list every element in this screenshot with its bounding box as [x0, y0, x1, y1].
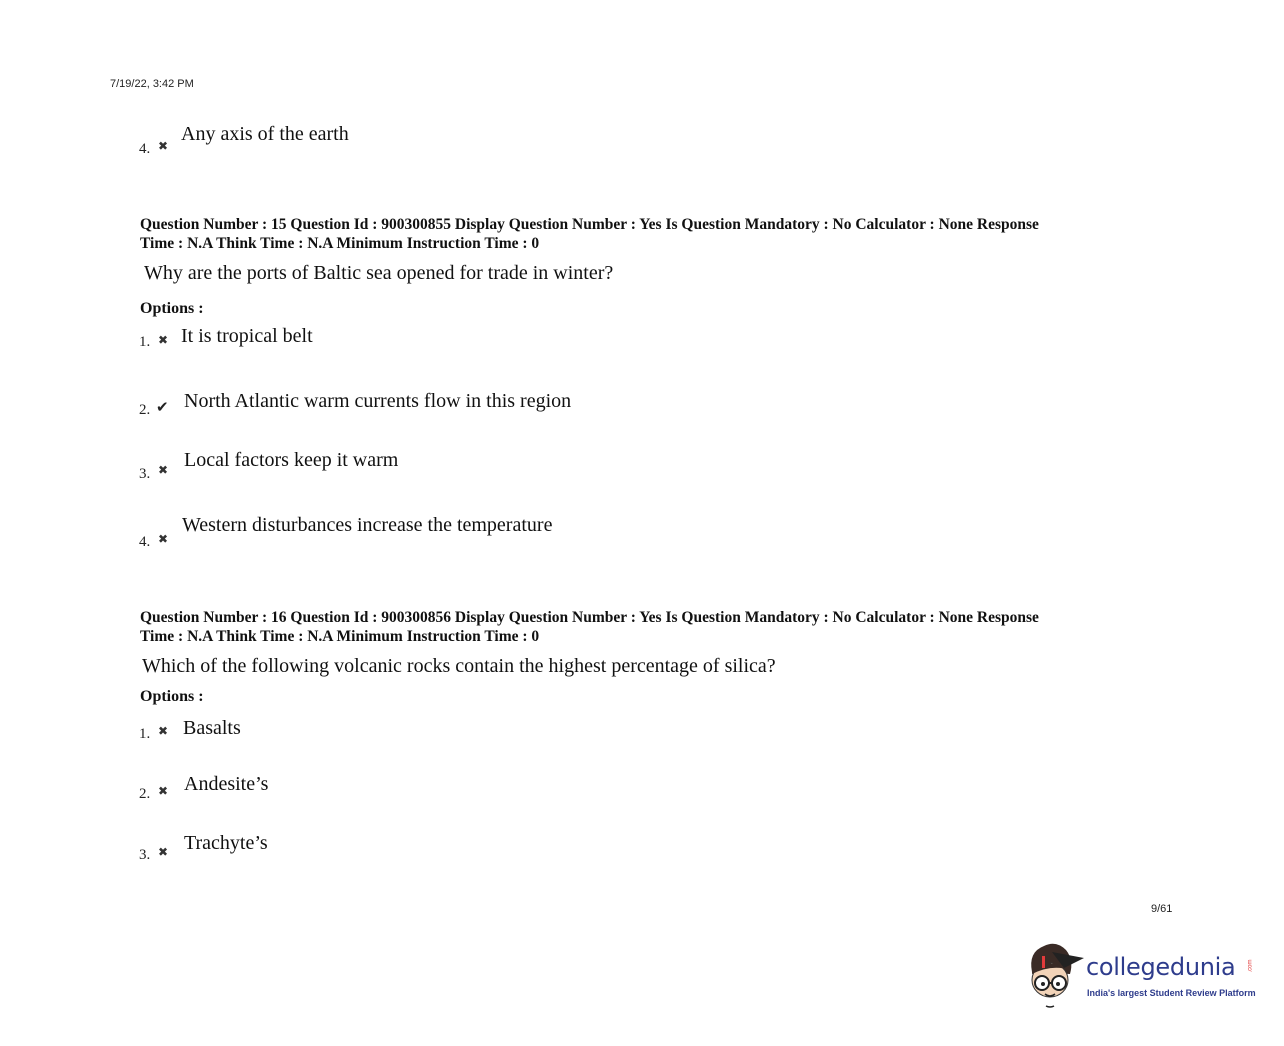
options-label: Options :	[140, 688, 204, 705]
logo-tagline: India's largest Student Review Platform	[1087, 988, 1256, 998]
option-number: 3.	[139, 466, 151, 482]
option-text: North Atlantic warm currents flow in this region	[184, 390, 572, 412]
question-meta-line-2: Time : N.A Think Time : N.A Minimum Instruction Time : 0	[140, 628, 540, 645]
wrong-mark-icon: ✖	[158, 463, 169, 477]
option-number: 4.	[139, 534, 151, 550]
option-number: 2.	[139, 786, 151, 802]
option-text: It is tropical belt	[181, 325, 313, 347]
option-text: Western disturbances increase the temperature	[182, 514, 553, 536]
question-15-metadata	[140, 215, 1160, 253]
wrong-mark-icon: ✖	[158, 139, 169, 153]
question-15-text: Why are the ports of Baltic sea opened for trade in winter?	[144, 262, 614, 284]
question-16-metadata	[140, 608, 1160, 646]
collegedunia-mascot-logo	[1022, 938, 1086, 1010]
page-number: 9/61	[1151, 903, 1173, 915]
correct-check-icon: ✔	[156, 398, 169, 416]
wrong-mark-icon: ✖	[158, 333, 169, 347]
question-16-text: Which of the following volcanic rocks contain the highest percentage of silica?	[142, 655, 776, 677]
option-number: 3.	[139, 847, 151, 863]
option-number: 4.	[139, 141, 151, 157]
logo-name: collegedunia	[1086, 953, 1236, 981]
print-timestamp: 7/19/22, 3:42 PM	[110, 78, 194, 90]
option-number: 1.	[139, 334, 151, 350]
option-text: Local factors keep it warm	[184, 449, 399, 471]
question-meta-line-2: Time : N.A Think Time : N.A Minimum Instruction Time : 0	[140, 235, 540, 252]
option-text: Any axis of the earth	[181, 123, 349, 145]
option-text: Basalts	[183, 717, 241, 739]
option-text: Andesite’s	[184, 773, 269, 795]
wrong-mark-icon: ✖	[158, 724, 169, 738]
options-label: Options :	[140, 300, 204, 317]
wrong-mark-icon: ✖	[158, 784, 169, 798]
wrong-mark-icon: ✖	[158, 845, 169, 859]
option-text: Trachyte’s	[184, 832, 268, 854]
logo-dotcom: .com	[1247, 959, 1254, 973]
question-meta-line-1: Question Number : 15 Question Id : 900300855 Display Question Number : Yes Is Question Mandatory : No Calculator : None Response	[140, 216, 1039, 233]
question-meta-line-1: Question Number : 16 Question Id : 900300856 Display Question Number : Yes Is Question Mandatory : No Calculator : None Response	[140, 609, 1039, 626]
option-number: 2.	[139, 402, 151, 418]
wrong-mark-icon: ✖	[158, 532, 169, 546]
option-number: 1.	[139, 726, 151, 742]
